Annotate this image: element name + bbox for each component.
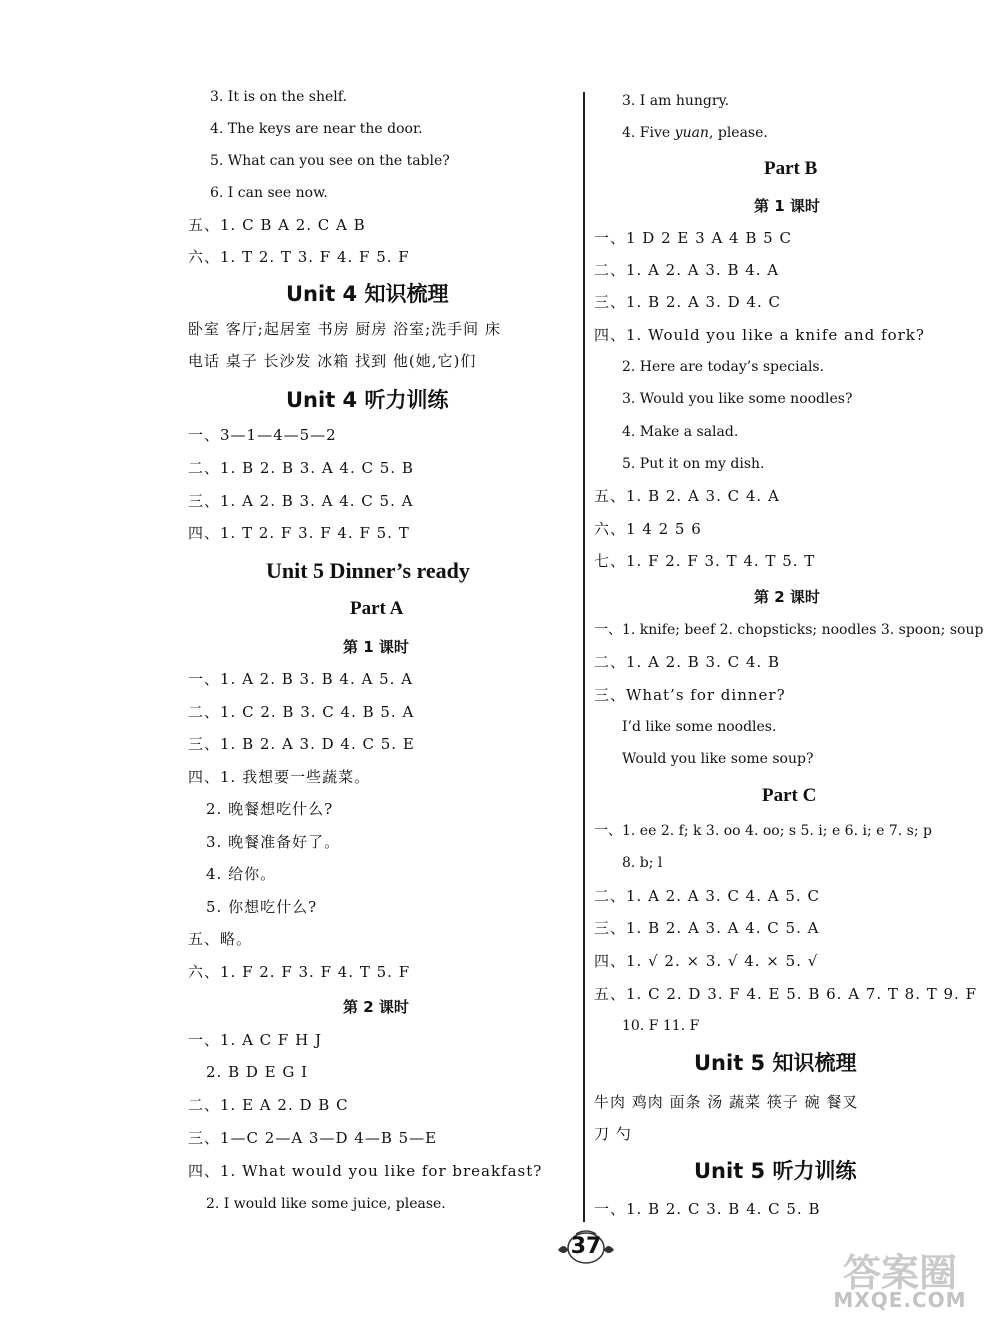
answer-line: 一、3—1—4—5—2 [188,426,337,444]
answer-line: 2. B D E G I [206,1063,309,1081]
answer-line: 二、1. E A 2. D B C [188,1096,349,1114]
lesson-heading: 第 2 课时 [343,998,409,1016]
answer-line: 一、1. A C F H J [188,1031,322,1049]
page-number [556,1228,616,1268]
section-heading: Unit 5 知识梳理 [694,1051,857,1075]
answer-line: 六、1 4 2 5 6 [594,520,702,538]
answer-line: Would you like some soup? [622,751,814,767]
answer-line: 四、1. Would you like a knife and fork? [594,326,925,344]
section-heading: Unit 5 听力训练 [694,1159,857,1183]
answer-line: 4. Five yuan, please. [622,125,768,141]
answer-line: 六、1. F 2. F 3. F 4. T 5. F [188,963,411,981]
answer-line: 六、1. T 2. T 3. F 4. F 5. F [188,248,410,266]
answer-line: 8. b; l [622,855,663,871]
answer-line: 四、1. What would you like for breakfast? [188,1162,543,1180]
answer-line: 5. 你想吃什么? [206,898,318,916]
answer-line: 6. I can see now. [210,185,328,201]
answer-line: 4. 给你。 [206,865,277,883]
answer-line: 一、1. ee 2. f; k 3. oo 4. oo; s 5. i; e 6. i; e 7. s; p [594,823,932,839]
answer-line: 三、1. B 2. A 3. A 4. C 5. A [594,919,820,937]
answer-line: 二、1. A 2. A 3. B 4. A [594,261,780,279]
part-heading: Part B [764,158,818,179]
answer-line: 3. 晚餐准备好了。 [206,833,341,851]
lesson-heading: 第 2 课时 [754,588,820,606]
answer-line: 5. Put it on my dish. [622,456,765,472]
part-heading: Part A [350,598,404,619]
answer-line: 五、1. C 2. D 3. F 4. E 5. B 6. A 7. T 8. T 9. F [594,985,977,1003]
answer-line: 2. I would like some juice, please. [206,1196,446,1212]
answer-line: 四、1. √ 2. × 3. √ 4. × 5. √ [594,952,819,970]
vocab-line: 牛肉 鸡肉 面条 汤 蔬菜 筷子 碗 餐叉 [594,1093,859,1111]
unit-title: Unit 5 Dinner’s ready [266,558,470,583]
answer-line: 一、1. A 2. B 3. B 4. A 5. A [188,670,414,688]
answer-line: 三、1—C 2—A 3—D 4—B 5—E [188,1129,438,1147]
answer-line: 一、1. B 2. C 3. B 4. C 5. B [594,1200,821,1218]
watermark-logo: 答案圈 [842,1251,957,1295]
answer-line: 二、1. A 2. A 3. C 4. A 5. C [594,887,820,905]
answer-line: 四、1. T 2. F 3. F 4. F 5. T [188,524,410,542]
lesson-heading: 第 1 课时 [343,638,409,656]
answer-line: 三、1. B 2. A 3. D 4. C [594,293,781,311]
answer-line: 3. It is on the shelf. [210,89,347,105]
column-divider [583,92,585,1222]
answer-line: 2. 晚餐想吃什么? [206,800,334,818]
answer-line: 五、1. B 2. A 3. C 4. A [594,487,780,505]
answer-line: 4. The keys are near the door. [210,121,423,137]
lesson-heading: 第 1 课时 [754,197,820,215]
answer-line: 二、1. B 2. B 3. A 4. C 5. B [188,459,414,477]
answer-line: 一、1. knife; beef 2. chopsticks; noodles 3. spoon; soup [594,622,984,638]
answer-line: 五、略。 [188,930,253,948]
answer-line: 三、1. A 2. B 3. A 4. C 5. A [188,492,414,510]
answer-line: 四、1. 我想要一些蔬菜。 [188,768,371,786]
answer-line: 10. F 11. F [622,1018,700,1034]
section-heading: Unit 4 知识梳理 [286,282,449,306]
answer-line: 三、What’s for dinner? [594,686,786,704]
answer-line: 五、1. C B A 2. C A B [188,216,366,234]
section-heading: Unit 4 听力训练 [286,388,449,412]
answer-line: I’d like some noodles. [622,719,777,735]
watermark [810,1240,990,1320]
answer-line: 3. I am hungry. [622,93,730,109]
page-number-text: 37 [570,1234,602,1259]
answer-line: 三、1. B 2. A 3. D 4. C 5. E [188,735,415,753]
part-heading: Part C [762,785,817,806]
answer-line: 二、1. A 2. B 3. C 4. B [594,653,780,671]
answer-line: 一、1 D 2 E 3 A 4 B 5 C [594,229,792,247]
answer-line: 二、1. C 2. B 3. C 4. B 5. A [188,703,415,721]
answer-line: 4. Make a salad. [622,424,739,440]
watermark-url: MXQE.COM [833,1288,967,1312]
vocab-line: 电话 桌子 长沙发 冰箱 找到 他(她,它)们 [188,352,477,370]
answer-line: 七、1. F 2. F 3. T 4. T 5. T [594,552,816,570]
vocab-line: 刀 勺 [594,1125,632,1143]
answer-line: 2. Here are today’s specials. [622,359,825,375]
vocab-line: 卧室 客厅;起居室 书房 厨房 浴室;洗手间 床 [188,320,501,338]
answer-line: 5. What can you see on the table? [210,153,450,169]
answer-line: 3. Would you like some noodles? [622,391,853,407]
